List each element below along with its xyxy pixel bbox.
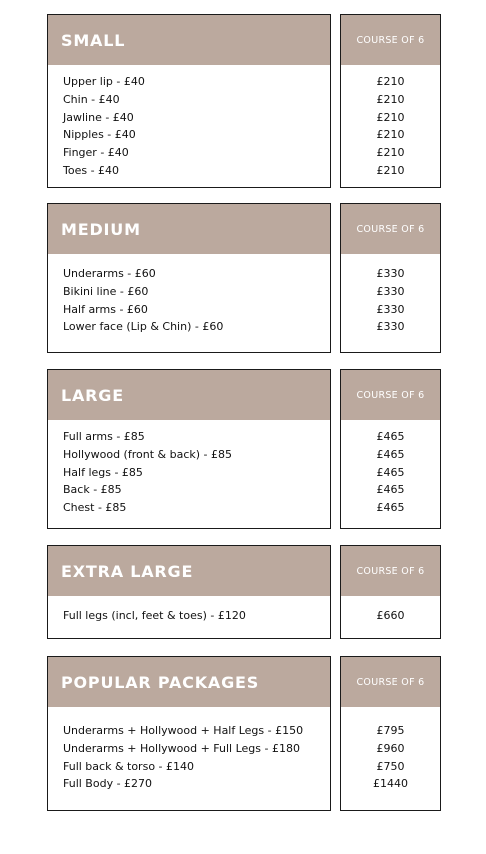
treatment-price-item: Hollywood (front & back) - £85 [63, 447, 232, 461]
treatment-price-item: Toes - £40 [63, 163, 120, 177]
treatment-price-item: Upper lip - £40 [63, 75, 145, 88]
section-extra-large-card [47, 545, 331, 639]
course-price: £795 [376, 724, 405, 737]
section-title: LARGE [61, 385, 124, 405]
course-header [341, 546, 440, 596]
section-popular-packages-card [47, 656, 331, 811]
section-small-card [47, 14, 331, 188]
treatment-list [48, 607, 330, 625]
treatment-price-item: Half legs - £85 [63, 465, 143, 479]
section-large-card [47, 369, 331, 529]
course-price-list [341, 722, 440, 793]
course-price-card [340, 656, 441, 811]
course-of-6-label: COURSE OF 6 [356, 676, 425, 688]
course-price-card [340, 545, 441, 639]
section-header [48, 370, 330, 420]
course-price: £210 [376, 92, 405, 106]
section-header [48, 657, 330, 707]
course-price-card [340, 203, 441, 353]
course-price-list [341, 265, 440, 336]
treatment-price-item: Nipples - £40 [63, 128, 136, 142]
course-of-6-label: COURSE OF 6 [356, 223, 425, 235]
treatment-price-item: Bikini line - £60 [63, 284, 149, 298]
treatment-price-item: Back - £85 [63, 483, 122, 497]
course-header [341, 204, 440, 254]
course-price: £660 [376, 609, 405, 622]
treatment-price-item: Half arms - £60 [63, 302, 148, 316]
course-price-list [341, 428, 440, 517]
course-price: £960 [376, 741, 405, 755]
treatment-price-item: Full back & torso - £140 [63, 759, 195, 773]
course-price: £750 [376, 759, 405, 773]
treatment-price-item: Full Body - £270 [63, 777, 153, 791]
section-header [48, 204, 330, 254]
course-price: £465 [376, 501, 405, 515]
course-of-6-label: COURSE OF 6 [356, 34, 425, 46]
course-price: £210 [376, 128, 405, 142]
course-of-6-label: COURSE OF 6 [356, 565, 425, 577]
section-title: EXTRA LARGE [61, 561, 194, 581]
treatment-list [48, 722, 330, 793]
treatment-price-item: Jawline - £40 [63, 110, 134, 124]
section-header [48, 546, 330, 596]
course-header [341, 15, 440, 65]
treatment-price-item: Chest - £85 [63, 501, 127, 515]
course-price: £210 [376, 75, 405, 88]
treatment-price-item: Chin - £40 [63, 92, 120, 106]
treatment-list [48, 265, 330, 336]
treatment-price-item: Full legs (incl, feet & toes) - £120 [63, 609, 246, 622]
treatment-price-item: Underarms - £60 [63, 267, 156, 280]
treatment-list [48, 428, 330, 517]
course-price-list [341, 607, 440, 625]
course-of-6-label: COURSE OF 6 [356, 389, 425, 401]
treatment-price-item: Underarms + Hollywood + Half Legs - £150 [63, 724, 304, 737]
course-price: £330 [376, 302, 405, 316]
course-header [341, 370, 440, 420]
course-price: £210 [376, 163, 405, 177]
course-price: £1440 [373, 777, 408, 791]
section-title: SMALL [61, 30, 126, 50]
treatment-price-item: Lower face (Lip & Chin) - £60 [63, 320, 224, 334]
treatment-price-item: Full arms - £85 [63, 430, 145, 443]
treatment-price-item: Finger - £40 [63, 146, 129, 160]
section-medium-card [47, 203, 331, 353]
section-title: POPULAR PACKAGES [61, 672, 260, 692]
course-price: £330 [376, 320, 405, 334]
section-title: MEDIUM [61, 219, 141, 239]
course-price: £330 [376, 267, 405, 280]
treatment-price-item: Underarms + Hollywood + Full Legs - £180 [63, 741, 300, 755]
course-price-card [340, 369, 441, 529]
course-price: £330 [376, 284, 405, 298]
treatment-list [48, 73, 330, 180]
course-price: £210 [376, 146, 405, 160]
course-header [341, 657, 440, 707]
course-price: £210 [376, 110, 405, 124]
course-price-list [341, 73, 440, 180]
course-price: £465 [376, 483, 405, 497]
course-price: £465 [376, 465, 405, 479]
course-price-card [340, 14, 441, 188]
course-price: £465 [376, 430, 405, 443]
section-header [48, 15, 330, 65]
course-price: £465 [376, 447, 405, 461]
